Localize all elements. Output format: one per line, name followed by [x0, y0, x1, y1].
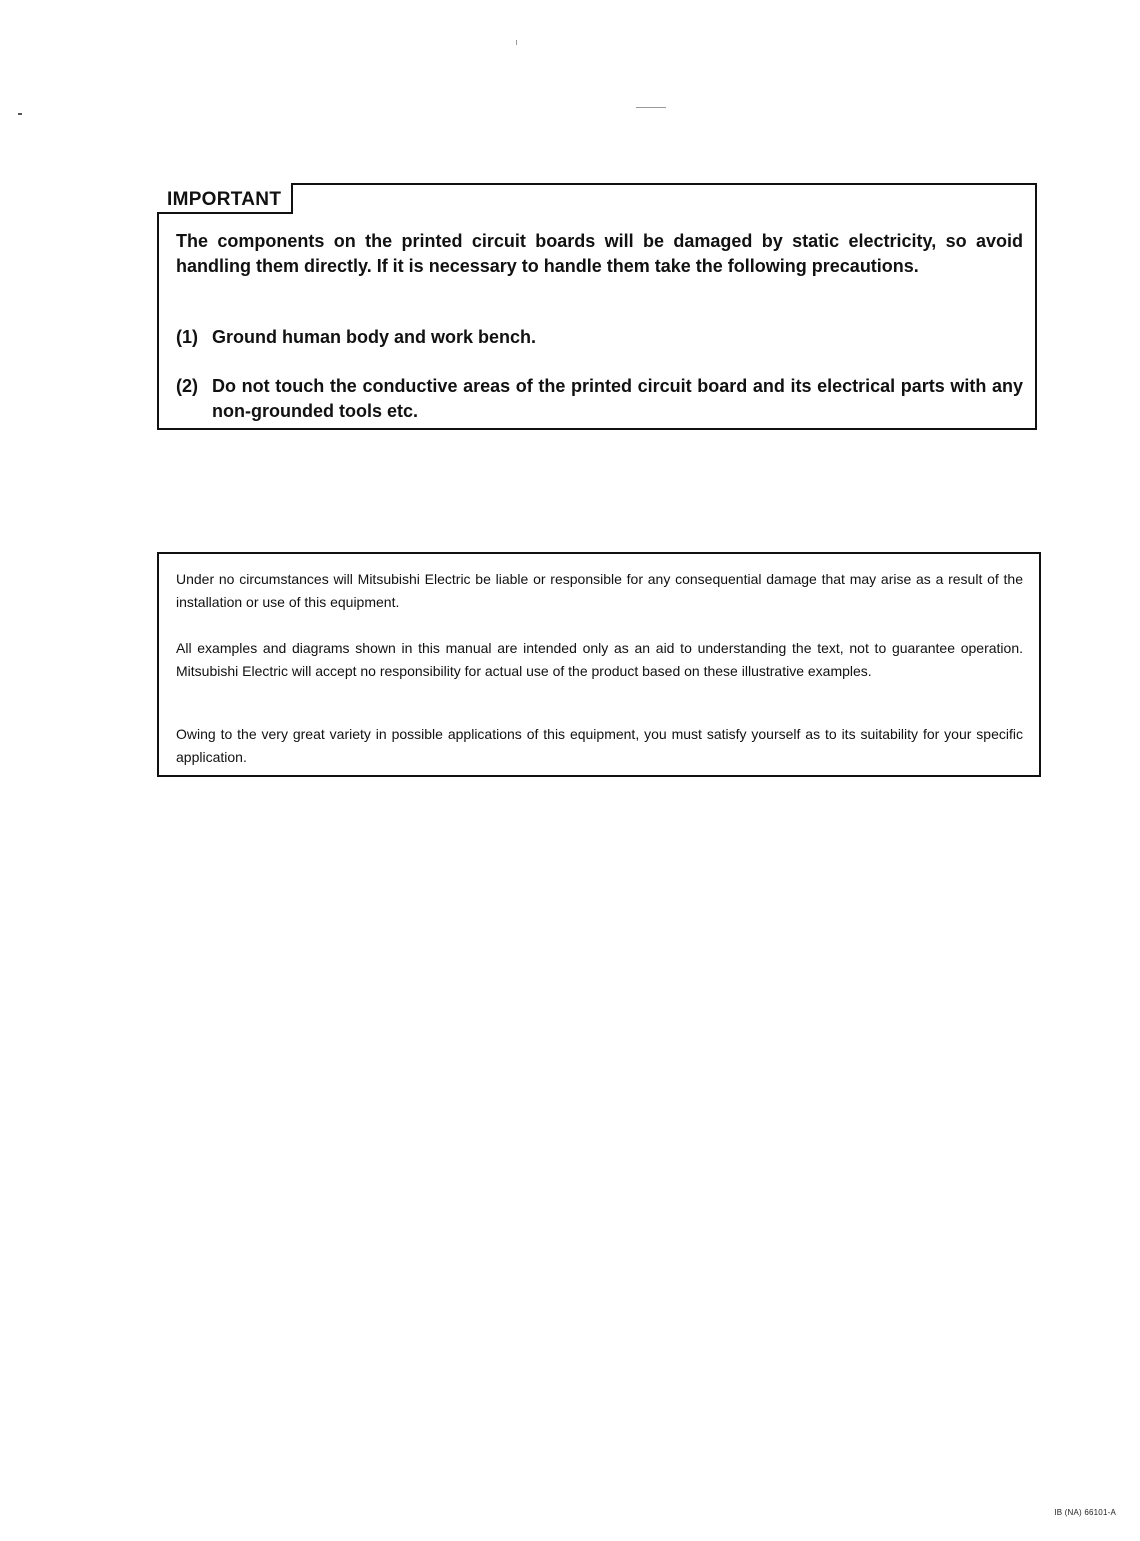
scan-speck [516, 40, 517, 45]
important-intro-text: The components on the printed circuit boards will be damaged by static electricity, so avoid handling them directly. If it is necessary to handle them take the following precautions. [176, 231, 1023, 276]
disclaimer-box [157, 552, 1041, 777]
disclaimer-paragraph: Under no circumstances will Mitsubishi Electric be liable or responsible for any consequential damage that may arise as a result of the installation or use of this equipment. [176, 571, 1023, 610]
scan-speck [636, 107, 666, 108]
scan-speck [18, 113, 22, 115]
important-notice-box [157, 183, 1037, 430]
disclaimer-paragraph: Owing to the very great variety in possible applications of this equipment, you must satisfy yourself as to its suitability for your specific application. [176, 726, 1023, 765]
document-code: IB (NA) 66101-A [1054, 1508, 1116, 1517]
precaution-number: (1) [176, 327, 198, 347]
disclaimer-paragraph: All examples and diagrams shown in this manual are intended only as an aid to understanding the text, not to guarantee operation. Mitsubishi Electric will accept no responsibility for actual use of the product based on these illustrative examples. [176, 640, 1023, 679]
precaution-number: (2) [176, 376, 198, 396]
precaution-text: Do not touch the conductive areas of the printed circuit board and its electrical parts with any non-grounded tools etc. [212, 376, 1023, 421]
precaution-item [176, 325, 1023, 350]
precaution-item [176, 374, 1023, 424]
precaution-text: Ground human body and work bench. [212, 327, 537, 347]
important-label: IMPORTANT [157, 183, 293, 214]
